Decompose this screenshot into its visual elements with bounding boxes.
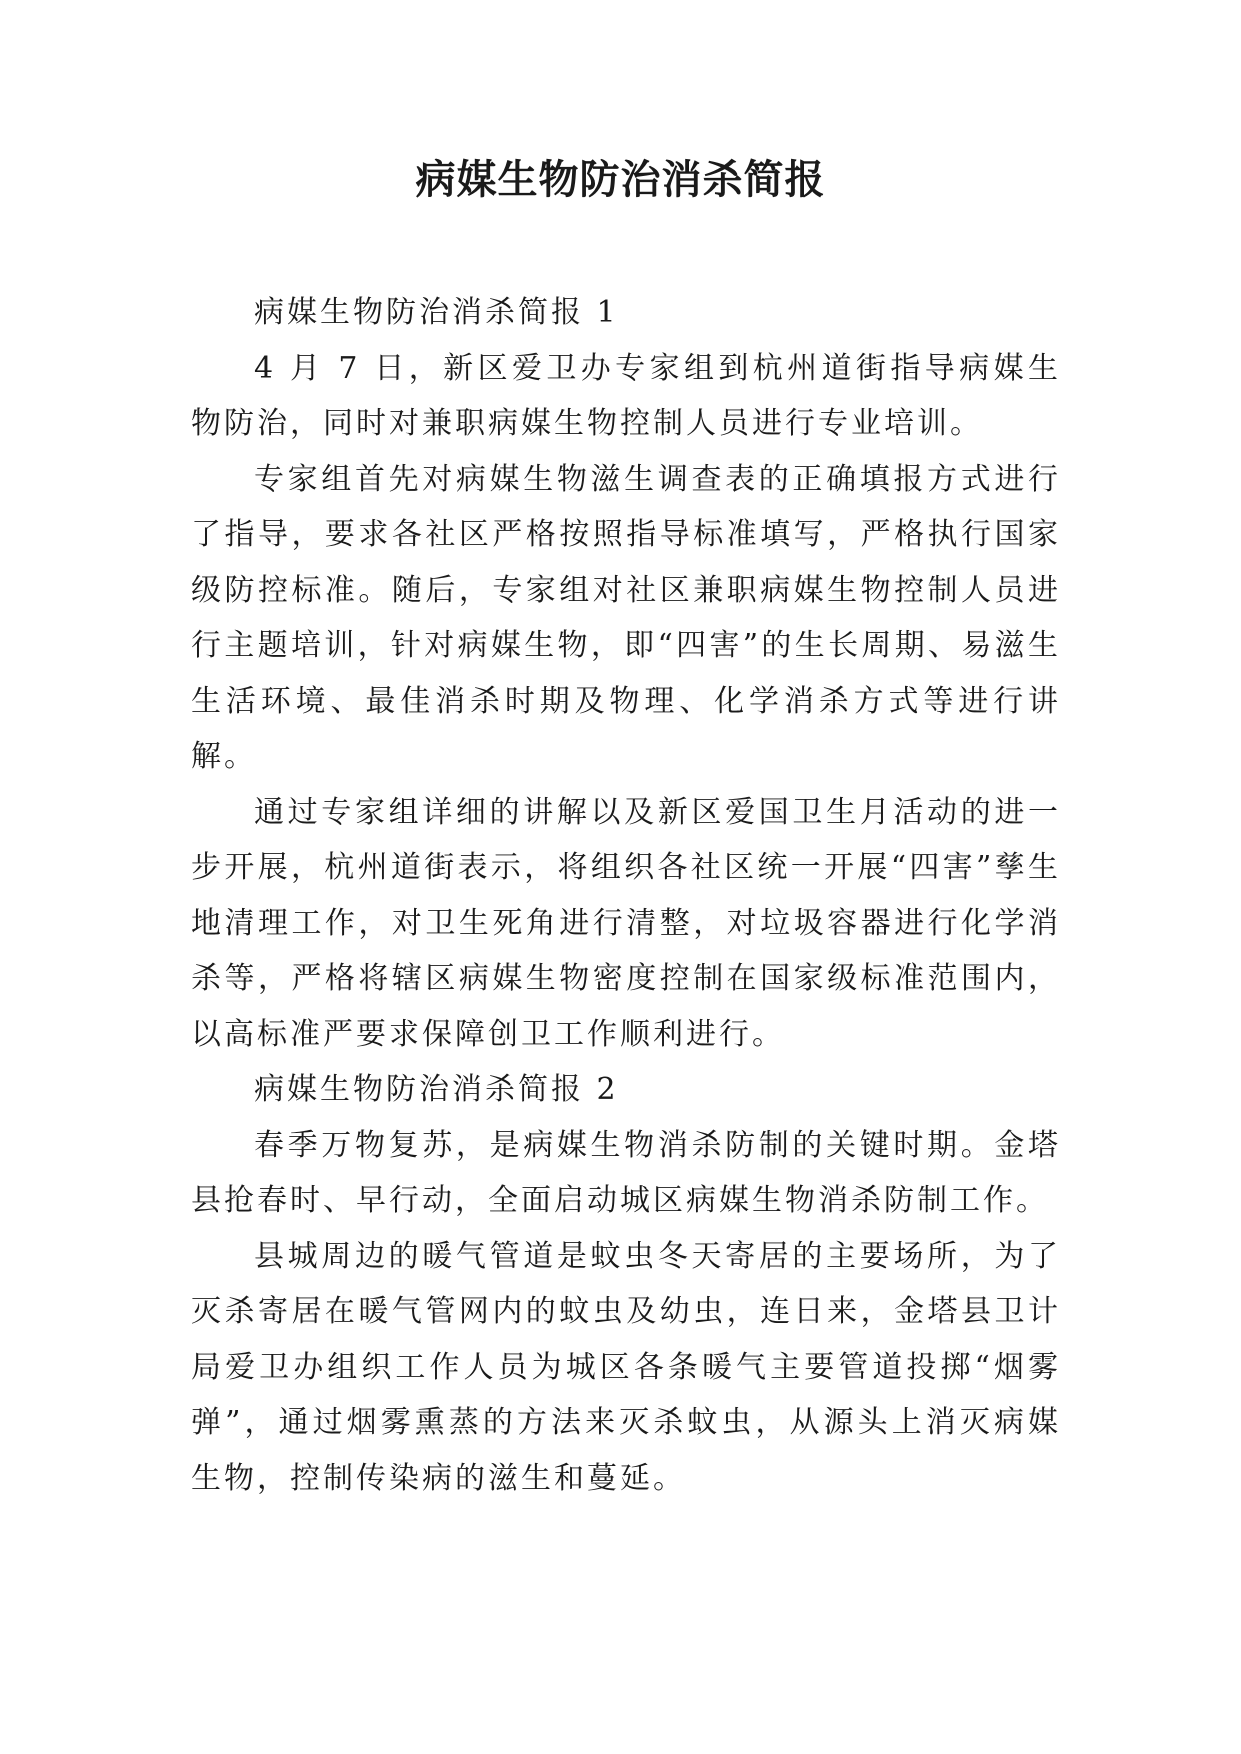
paragraph: 春季万物复苏，是病媒生物消杀防制的关键时期。金塔县抢春时、早行动，全面启动城区病媒生物消杀防制工作。 xyxy=(191,1127,1061,1218)
document-body xyxy=(191,285,1061,1506)
paragraph: 4 月 7 日，新区爱卫办专家组到杭州道街指导病媒生物防治，同时对兼职病媒生物控制人员进行专业培训。 xyxy=(191,350,1061,441)
paragraph: 通过专家组详细的讲解以及新区爱国卫生月活动的进一步开展，杭州道街表示，将组织各社区统一开展“四害”孳生地清理工作，对卫生死角进行清整，对垃圾容器进行化学消杀等，严格将辖区病媒生物密度控制在国家级标准范围内，以高标准严要求保障创卫工作顺利进行。 xyxy=(191,794,1061,1052)
paragraph: 专家组首先对病媒生物滋生调查表的正确填报方式进行了指导，要求各社区严格按照指导标准填写，严格执行国家级防控标准。随后，专家组对社区兼职病媒生物控制人员进行主题培训，针对病媒生物，即“四害”的生长周期、易滋生生活环境、最佳消杀时期及物理、化学消杀方式等进行讲解。 xyxy=(191,461,1061,774)
paragraph: 县城周边的暖气管道是蚊虫冬天寄居的主要场所，为了灭杀寄居在暖气管网内的蚊虫及幼虫，连日来，金塔县卫计局爱卫办组织工作人员为城区各条暖气主要管道投掷“烟雾弹”，通过烟雾熏蒸的方法来灭杀蚊虫，从源头上消灭病媒生物，控制传染病的滋生和蔓延。 xyxy=(191,1238,1061,1496)
section-heading-2: 病媒生物防治消杀简报 2 xyxy=(254,1072,619,1107)
section-heading-1: 病媒生物防治消杀简报 1 xyxy=(254,295,619,330)
document-title: 病媒生物防治消杀简报 xyxy=(415,157,826,203)
